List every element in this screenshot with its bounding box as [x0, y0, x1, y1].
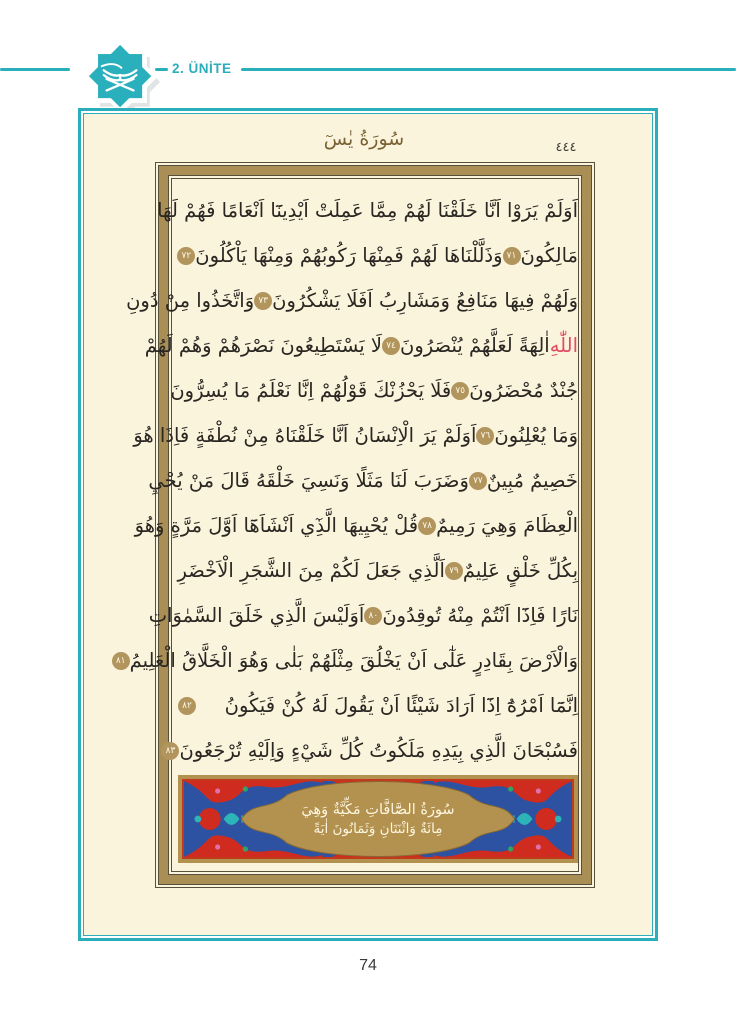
verse-number-badge: ٧٤	[382, 337, 400, 355]
quran-text-segment: اَوَلَمْ يَرَوْا اَنَّا خَلَقْنَا لَهُمْ مِمَّا عَمِلَتْ اَيْدِينَٓا اَنْعَامًا فَهُمْ لَهَا	[157, 199, 578, 222]
quran-line	[165, 728, 578, 773]
verse-number-badge: ٨٢	[178, 697, 196, 715]
next-surah-text	[184, 781, 572, 857]
verse-number-badge: ٨١	[112, 652, 130, 670]
header-rule-dash	[155, 68, 168, 71]
unit-label: 2. ÜNİTE	[172, 61, 232, 76]
quran-line	[133, 413, 578, 458]
quran-text-segment: بِكُلِّ خَلْقٍ عَلِيمٌ	[462, 559, 578, 582]
quran-line	[134, 503, 578, 548]
quran-word-allah: اللّٰهِ	[549, 334, 578, 357]
verse-number-badge: ٧١	[503, 247, 521, 265]
quran-line	[157, 188, 578, 233]
verse-number-badge: ٧٧	[469, 472, 487, 490]
book-page-number: 74	[359, 957, 377, 974]
next-surah-panel-inner	[182, 779, 574, 859]
quran-line	[178, 233, 578, 278]
verse-number-badge: ٧٦	[476, 427, 494, 445]
quran-text-segment: الْعِظَامَ وَهِيَ رَمِيمٌ	[436, 514, 578, 537]
quran-text-segment: لَا يَسْتَطِيعُونَ نَصْرَهُمْ وَهُمْ لَهُمْ	[144, 334, 383, 357]
next-surah-line1: سُورَةُ الصَّٓافَّاتِ مَكِّيَّةٌ وَهِيَ	[301, 801, 455, 818]
quran-text-segment: فَسُبْحَانَ الَّذِي بِيَدِهِ مَلَكُوتُ كُلِّ شَيْءٍ وَاِلَيْهِ تُرْجَعُونَ	[179, 739, 578, 762]
quran-line	[115, 638, 578, 683]
quran-text-segment: وَالْاَرْضَ بِقَادِرٍ عَلٰٓى اَنْ يَخْلُقَ مِثْلَهُمْ بَلٰى وَهُوَ الْخَلَّاقُ الْعَلِيمُ	[129, 649, 578, 672]
verse-number-badge: ٧٨	[418, 517, 436, 535]
verse-number-badge: ٨٠	[364, 607, 382, 625]
quran-line	[170, 368, 578, 413]
verse-number-badge: ٧٢	[177, 247, 195, 265]
header-rule-left	[0, 68, 70, 71]
quran-text-segment: جُنْدٌ مُحْضَرُونَ	[469, 379, 578, 402]
next-surah-line2: مِائَةٌ وَاثْنَتَانِ وَثَمَانُونَ اٰيَةً	[313, 820, 443, 837]
mushaf-page-box	[78, 108, 658, 941]
quran-line	[178, 548, 578, 593]
quran-text-segment: نَارًا فَاِذَٓا اَنْتُمْ مِنْهُ تُوقِدُونَ	[382, 604, 578, 627]
surah-title: سُورَةُ يٰسٓ	[323, 128, 405, 150]
quran-line	[126, 278, 578, 323]
mushaf-page	[83, 113, 653, 936]
quran-text-segment: اَلَّذِي جَعَلَ لَكُمْ مِنَ الشَّجَرِ الْاَخْضَرِ	[177, 559, 445, 582]
quran-text-segment: اَوَلَيْسَ الَّذِي خَلَقَ السَّمٰوَاتِ	[148, 604, 365, 627]
quran-line	[148, 593, 578, 638]
mushaf-page-number: ٤٤٤	[555, 140, 577, 155]
quran-text-segment: اِنَّمَٓا اَمْرُهُٓ اِذَٓا اَرَادَ شَيْئًا اَنْ يَقُولَ لَهُ كُنْ فَيَكُونُ	[224, 694, 578, 717]
quran-text-block	[115, 188, 578, 773]
quran-text-segment: اَوَلَمْ يَرَ الْاِنْسَانُ اَنَّا خَلَقْنَاهُ مِنْ نُطْفَةٍ فَاِذَا هُوَ	[133, 424, 477, 447]
verse-number-badge: ٧٩	[445, 562, 463, 580]
quran-text-segment: وَذَلَّلْنَاهَا لَهُمْ فَمِنْهَا رَكُوبُهُمْ وَمِنْهَا يَاْكُلُونَ	[195, 244, 503, 267]
quran-text-segment: وَضَرَبَ لَنَا مَثَلًا وَنَسِيَ خَلْقَهُ قَالَ مَنْ يُحْيِ	[148, 469, 469, 492]
quran-line	[144, 323, 578, 368]
verse-number-badge: ٨٣	[161, 742, 179, 760]
quran-line	[148, 458, 578, 503]
quran-text-segment: اٰلِهَةً لَعَلَّهُمْ يُنْصَرُونَ	[400, 334, 550, 357]
quran-text-segment: قُلْ يُحْيِيهَا الَّذِٓي اَنْشَاَهَٓا اَوَّلَ مَرَّةٍ وَهُوَ	[134, 514, 419, 537]
quran-text-segment: خَصِيمٌ مُبِينٌ	[486, 469, 578, 492]
verse-number-badge: ٧٥	[451, 382, 469, 400]
next-surah-panel	[178, 775, 578, 863]
header-rule-right	[241, 68, 736, 71]
quran-text-segment: وَمَا يُعْلِنُونَ	[494, 424, 578, 447]
quran-line	[178, 683, 578, 728]
quran-text-segment: وَاتَّخَذُوا مِنْ دُونِ	[126, 289, 255, 312]
quran-text-segment: فَلَا يَحْزُنْكَ قَوْلُهُمْ اِنَّا نَعْلَمُ مَا يُسِرُّونَ	[170, 379, 452, 402]
verse-number-badge: ٧٣	[254, 292, 272, 310]
quran-text-segment: وَلَهُمْ فِيهَا مَنَافِعُ وَمَشَارِبُ اَفَلَا يَشْكُرُونَ	[272, 289, 578, 312]
quran-text-segment: مَالِكُونَ	[520, 244, 578, 267]
